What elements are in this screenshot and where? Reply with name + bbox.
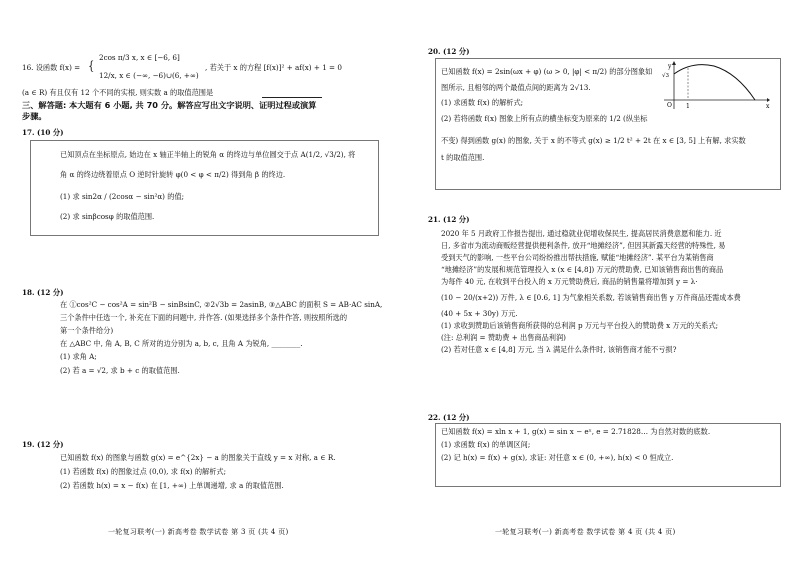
graph-origin-label: O xyxy=(667,102,672,109)
q20-part1: (1) 求函数 f(x) 的解析式; xyxy=(441,98,524,107)
graph-tick-one: 1 xyxy=(686,103,690,110)
q20-line5: 不变) 得到函数 g(x) 的图象, 关于 x 的不等式 g(x) ≥ 1/2 t² + 2t 在 x ∈ [3, 5] 上有解, 求实数 xyxy=(441,136,746,145)
q18-number: 18. (12 分) xyxy=(22,288,64,297)
q21-line4: “地摊经济”的发展和规范管理投入 x (x ∈ [4,8]) 万元的赞助费, 已知该销售商出售的商品 xyxy=(441,265,724,274)
q16-line1-start: 16. 设函数 f(x) = xyxy=(22,63,81,72)
graph-y-label: y xyxy=(668,63,672,70)
right-page xyxy=(397,0,794,562)
q21-line6: (10 − 20/(x+2)) 万件, λ ∈ [0.6, 1] 为气象相关系数, 若该销售商出售 y 万件商品还需成本费 xyxy=(441,293,741,302)
q21-line7: (40 + 5x + 30y) 万元. xyxy=(441,309,518,318)
left-footer: 一轮复习联考(一) 新高考卷 数学试卷 第 3 页 (共 4 页) xyxy=(108,528,289,536)
q22-number: 22. (12 分) xyxy=(428,413,470,422)
q20-line6: t 的取值范围. xyxy=(441,153,485,162)
graph-tick-sqrt3: √3 xyxy=(662,73,670,79)
q18-part1: (1) 求角 A; xyxy=(60,352,97,361)
q17-line1: 已知顶点在坐标原点, 始边在 x 轴正半轴上的锐角 α 的终边与单位圆交于点 A(1/2, √3/2), 将 xyxy=(60,150,356,159)
q19-part1: (1) 若函数 f(x) 的图象过点 (0,0), 求 f(x) 的解析式; xyxy=(60,467,227,476)
section3-title: 三、解答题: 本大题有 6 小题, 共 70 分。解答应写出文字说明、证明过程或演算 xyxy=(22,100,317,110)
q16-line1-end: , 若关于 x 的方程 [f(x)]² + af(x) + 1 = 0 xyxy=(205,63,342,72)
q21-part1: (1) 求收到赞助后该销售商所获得的总利润 p 万元与平台投入的赞助费 x 万元的关系式; xyxy=(441,321,719,330)
graph-x-arrow xyxy=(767,98,770,102)
q16-brace: { xyxy=(88,59,95,73)
graph-y-arrow xyxy=(672,61,676,65)
q21-line2: 日, 多省市为流动商贩经营提供便利条件, 放开“地摊经济”, 但因其新露天经营的特殊性, 易 xyxy=(441,241,726,250)
q20-sine-graph xyxy=(662,60,772,112)
q21-number: 21. (12 分) xyxy=(428,215,470,224)
q19-line1: 已知函数 f(x) 的图象与函数 g(x) = e^{2x} − a 的图象关于直线 y = x 对称, a ∈ R. xyxy=(60,453,336,462)
q17-number: 17. (10 分) xyxy=(22,128,64,137)
q22-part2: (2) 记 h(x) = f(x) + g(x), 求证: 对任意 x ∈ (0, +∞), h(x) < 0 恒成立. xyxy=(441,453,674,462)
q21-line3: 受到天气的影响, 一些平台公司纷纷推出帮扶措施, 赋能“地摊经济”. 某平台为某销售商 xyxy=(441,253,714,262)
q21-part2: (2) 若对任意 x ∈ [4,8] 万元, 当 λ 满足什么条件时, 该销售商才能不亏损? xyxy=(441,345,677,354)
q16-line2: (a ∈ R) 有且仅有 12 个不同的实根, 则实数 a 的取值范围是 xyxy=(22,88,214,97)
q18-part2: (2) 若 a = √2, 求 b + c 的取值范围. xyxy=(60,366,180,375)
q21-line1: 2020 年 5 月政府工作报告提出, 通过稳就业促增收保民生, 提高居民消费意愿和能力. 近 xyxy=(441,229,722,238)
q19-part2: (2) 若函数 h(x) = x − f(x) 在 [1, +∞) 上单调递增, 求 a 的取值范围. xyxy=(60,481,284,490)
q17-part1: (1) 求 sin2α / (2cosα − sin²α) 的值; xyxy=(60,192,185,201)
q20-number: 20. (12 分) xyxy=(428,47,470,56)
q20-part2: (2) 若将函数 f(x) 图象上所有点的横坐标变为原来的 1/2 (纵坐标 xyxy=(441,114,648,123)
q22-part1: (1) 求函数 f(x) 的单调区间; xyxy=(441,440,531,449)
q16-piece2: 12/x, x ∈ (−∞, −6)∪(6, +∞) xyxy=(99,71,199,80)
q20-line2: 图所示, 且相邻的两个最值点间的距离为 2√13. xyxy=(441,83,591,92)
q16-piece1: 2cos π/3 x, x ∈ [−6, 6] xyxy=(99,53,180,62)
graph-x-label: x xyxy=(766,103,770,110)
q18-line3: 第一个条件给分) xyxy=(60,326,114,335)
right-footer: 一轮复习联考(一) 新高考卷 数学试卷 第 4 页 (共 4 页) xyxy=(495,528,676,536)
graph-curve xyxy=(674,65,755,100)
q16-answer-blank xyxy=(262,97,322,98)
q17-line2: 角 α 的终边绕着原点 O 逆时针旋转 φ(0 < φ < π/2) 得到角 β 的终边. xyxy=(60,170,286,179)
q22-line1: 已知函数 f(x) = xln x + 1, g(x) = sin x − eˣ, e = 2.71828… 为自然对数的底数. xyxy=(441,427,711,436)
q18-line2: 三个条件中任选一个, 补充在下面的问题中, 并作答. (如果选择多个条件作答, 则按照所选的 xyxy=(60,313,348,322)
section3-title-cont: 步骤。 xyxy=(22,111,47,121)
q19-number: 19. (12 分) xyxy=(22,440,64,449)
q18-line1: 在 ①cos²C − cos²A = sin²B − sinBsinC, ②2√3b = 2asinB, ③△ABC 的面积 S = AB·AC sinA, xyxy=(60,300,383,309)
q18-line4: 在 △ABC 中, 角 A, B, C 所对的边分别为 a, b, c, 且角 A 为锐角, ________. xyxy=(60,339,303,348)
q17-part2: (2) 求 sinβcosφ 的取值范围. xyxy=(60,212,155,221)
q21-line5: 为每件 40 元, 在收到平台投入的 x 万元赞助费后, 商品的销售量将增加到 y = λ· xyxy=(441,277,698,286)
q21-note: (注: 总利润 = 赞助费 + 出售商品利润) xyxy=(441,333,566,342)
q20-line1: 已知函数 f(x) = 2sin(ωx + φ) (ω > 0, |φ| < π/2) 的部分图象如 xyxy=(441,67,653,76)
